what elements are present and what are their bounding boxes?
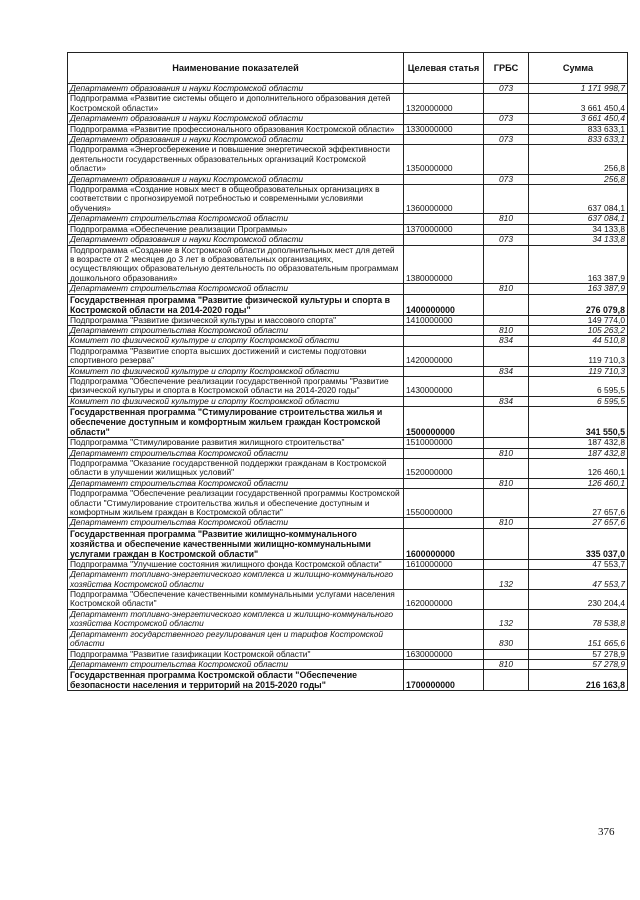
cell-name: Комитет по физической культуре и спорту Костромской области	[68, 336, 404, 346]
cell-name: Подпрограмма "Стимулирование развития жилищного строительства"	[68, 438, 404, 448]
cell-code: 1500000000	[404, 407, 484, 438]
cell-code	[404, 336, 484, 346]
header-grbs: ГРБС	[484, 53, 529, 84]
cell-sum: 119 710,3	[529, 366, 628, 376]
cell-code	[404, 518, 484, 528]
cell-grbs	[484, 294, 529, 315]
cell-sum: 833 633,1	[529, 124, 628, 134]
table-row	[68, 376, 628, 396]
cell-name: Подпрограмма "Улучшение состояния жилищного фонда Костромской области"	[68, 559, 404, 569]
cell-code: 1420000000	[404, 346, 484, 366]
table-row	[68, 174, 628, 184]
cell-code: 1330000000	[404, 124, 484, 134]
cell-sum: 163 387,9	[529, 284, 628, 294]
cell-grbs: 834	[484, 396, 529, 406]
table-row	[68, 284, 628, 294]
table-row	[68, 235, 628, 245]
cell-code	[404, 366, 484, 376]
cell-sum: 833 633,1	[529, 135, 628, 145]
cell-grbs	[484, 94, 529, 114]
cell-code	[404, 84, 484, 94]
cell-grbs	[484, 376, 529, 396]
cell-sum: 3 661 450,4	[529, 94, 628, 114]
cell-name: Департамент строительства Костромской области	[68, 284, 404, 294]
table-row	[68, 478, 628, 488]
cell-sum: 335 037,0	[529, 528, 628, 559]
cell-name: Подпрограмма «Развитие системы общего и дополнительного образования детей Костромской области»	[68, 94, 404, 114]
cell-name: Подпрограмма «Энергосбережение и повышение энергетической эффективности деятельности государственных образовательных организаций Костромской области»	[68, 145, 404, 174]
cell-sum: 187 432,8	[529, 448, 628, 458]
cell-code: 1630000000	[404, 649, 484, 659]
cell-name: Подпрограмма "Развитие газификации Костромской области"	[68, 649, 404, 659]
cell-grbs: 073	[484, 114, 529, 124]
table-row	[68, 489, 628, 518]
cell-grbs	[484, 224, 529, 234]
cell-name: Подпрограмма "Развитие спорта высших достижений и системы подготовки спортивного резерва"	[68, 346, 404, 366]
cell-sum: 256,8	[529, 145, 628, 174]
table-row	[68, 659, 628, 669]
cell-name: Департамент образования и науки Костромской области	[68, 135, 404, 145]
table-body	[68, 84, 628, 691]
cell-grbs: 132	[484, 570, 529, 590]
cell-name: Государственная программа "Стимулирование строительства жилья и обеспечение доступным и комфортным жильем граждан Костромской области"	[68, 407, 404, 438]
cell-name: Департамент строительства Костромской области	[68, 478, 404, 488]
table-row	[68, 114, 628, 124]
cell-grbs	[484, 590, 529, 610]
table-row	[68, 145, 628, 174]
cell-code	[404, 114, 484, 124]
table-header-row	[68, 53, 628, 84]
cell-code: 1400000000	[404, 294, 484, 315]
cell-grbs	[484, 489, 529, 518]
cell-sum: 34 133,8	[529, 235, 628, 245]
cell-sum: 44 510,8	[529, 336, 628, 346]
table-row	[68, 670, 628, 691]
cell-name: Комитет по физической культуре и спорту Костромской области	[68, 396, 404, 406]
cell-code	[404, 609, 484, 629]
cell-name: Подпрограмма "Оказание государственной поддержки гражданам в Костромской области в улучшении жилищных условий"	[68, 459, 404, 479]
cell-sum: 187 432,8	[529, 438, 628, 448]
cell-grbs: 834	[484, 336, 529, 346]
cell-code	[404, 135, 484, 145]
cell-grbs	[484, 315, 529, 325]
cell-name: Подпрограмма "Обеспечение реализации государственной программы Костромской области "Стимулирование строительства жилья и обеспечение доступным и комфортным жильем граждан в Костромской области"	[68, 489, 404, 518]
cell-grbs: 073	[484, 174, 529, 184]
cell-name: Департамент топливно-энергетического комплекса и жилищно-коммунального хозяйства Костромской области	[68, 609, 404, 629]
cell-code	[404, 448, 484, 458]
cell-grbs	[484, 559, 529, 569]
cell-name: Департамент строительства Костромской области	[68, 659, 404, 669]
cell-code	[404, 478, 484, 488]
table-row	[68, 438, 628, 448]
cell-sum: 1 171 998,7	[529, 84, 628, 94]
cell-code: 1600000000	[404, 528, 484, 559]
cell-code: 1380000000	[404, 245, 484, 284]
cell-name: Подпрограмма «Развитие профессионального образования Костромской области»	[68, 124, 404, 134]
cell-name: Департамент образования и науки Костромской области	[68, 235, 404, 245]
cell-grbs: 834	[484, 366, 529, 376]
cell-name: Государственная программа Костромской области "Обеспечение безопасности населения и территорий на 2015-2020 годы"	[68, 670, 404, 691]
cell-name: Департамент образования и науки Костромской области	[68, 174, 404, 184]
cell-grbs: 810	[484, 478, 529, 488]
cell-code: 1700000000	[404, 670, 484, 691]
cell-grbs: 073	[484, 84, 529, 94]
cell-grbs: 810	[484, 659, 529, 669]
cell-sum: 341 550,5	[529, 407, 628, 438]
table-row	[68, 336, 628, 346]
cell-name: Подпрограмма «Создание новых мест в общеобразовательных организациях в соответствии с прогнозируемой потребностью и современными условиями обучения»	[68, 185, 404, 214]
cell-code: 1410000000	[404, 315, 484, 325]
cell-sum: 57 278,9	[529, 649, 628, 659]
table-row	[68, 214, 628, 224]
cell-code: 1350000000	[404, 145, 484, 174]
cell-sum: 3 661 450,4	[529, 114, 628, 124]
cell-name: Департамент строительства Костромской области	[68, 214, 404, 224]
cell-name: Подпрограмма "Развитие физической культуры и массового спорта"	[68, 315, 404, 325]
budget-table	[67, 52, 628, 691]
cell-code	[404, 570, 484, 590]
cell-sum: 47 553,7	[529, 559, 628, 569]
cell-grbs: 810	[484, 284, 529, 294]
cell-grbs	[484, 245, 529, 284]
page-number: 376	[598, 826, 615, 838]
cell-grbs: 810	[484, 325, 529, 335]
cell-code	[404, 174, 484, 184]
cell-name: Комитет по физической культуре и спорту Костромской области	[68, 366, 404, 376]
table-row	[68, 325, 628, 335]
table-row	[68, 448, 628, 458]
cell-name: Подпрограмма "Обеспечение качественными коммунальными услугами населения Костромской области"	[68, 590, 404, 610]
table-row	[68, 629, 628, 649]
cell-grbs: 810	[484, 214, 529, 224]
table-row	[68, 559, 628, 569]
table-row	[68, 124, 628, 134]
table-row	[68, 649, 628, 659]
table-row	[68, 346, 628, 366]
cell-code	[404, 284, 484, 294]
cell-name: Государственная программа "Развитие физической культуры и спорта в Костромской области на 2014-2020 годы"	[68, 294, 404, 315]
cell-sum: 276 079,8	[529, 294, 628, 315]
table-row	[68, 135, 628, 145]
cell-name: Подпрограмма "Обеспечение реализации государственной программы "Развитие физической культуры и спорта в Костромской области на 2014-2020 годы"	[68, 376, 404, 396]
cell-code	[404, 659, 484, 669]
header-sum: Сумма	[529, 53, 628, 84]
cell-code	[404, 629, 484, 649]
cell-sum: 57 278,9	[529, 659, 628, 669]
table-row	[68, 224, 628, 234]
cell-grbs	[484, 438, 529, 448]
cell-name: Департамент строительства Костромской области	[68, 325, 404, 335]
cell-code	[404, 396, 484, 406]
cell-code: 1550000000	[404, 489, 484, 518]
table-row	[68, 366, 628, 376]
cell-sum: 216 163,8	[529, 670, 628, 691]
cell-name: Подпрограмма «Создание в Костромской области дополнительных мест для детей в возрасте от 2 месяцев до 3 лет в образовательных организациях, осуществляющих образовательную деятельность по образовательным программам дошкольного образования»	[68, 245, 404, 284]
cell-name: Департамент строительства Костромской области	[68, 448, 404, 458]
cell-grbs	[484, 649, 529, 659]
cell-name: Департамент государственного регулирования цен и тарифов Костромской области	[68, 629, 404, 649]
header-code: Целевая статья	[404, 53, 484, 84]
cell-grbs	[484, 145, 529, 174]
cell-sum: 637 084,1	[529, 185, 628, 214]
cell-grbs	[484, 185, 529, 214]
cell-code: 1320000000	[404, 94, 484, 114]
cell-sum: 126 460,1	[529, 459, 628, 479]
table-row	[68, 396, 628, 406]
cell-grbs	[484, 670, 529, 691]
cell-grbs: 073	[484, 135, 529, 145]
cell-code: 1430000000	[404, 376, 484, 396]
cell-name: Департамент образования и науки Костромской области	[68, 84, 404, 94]
cell-sum: 149 774,0	[529, 315, 628, 325]
cell-code	[404, 325, 484, 335]
cell-sum: 126 460,1	[529, 478, 628, 488]
table-row	[68, 407, 628, 438]
cell-name: Департамент топливно-энергетического комплекса и жилищно-коммунального хозяйства Костромской области	[68, 570, 404, 590]
cell-grbs: 810	[484, 518, 529, 528]
cell-name: Департамент образования и науки Костромской области	[68, 114, 404, 124]
cell-code: 1620000000	[404, 590, 484, 610]
table-row	[68, 609, 628, 629]
cell-code: 1360000000	[404, 185, 484, 214]
cell-code: 1510000000	[404, 438, 484, 448]
header-name: Наименование показателей	[68, 53, 404, 84]
table-row	[68, 94, 628, 114]
cell-sum: 151 665,6	[529, 629, 628, 649]
cell-sum: 78 538,8	[529, 609, 628, 629]
cell-code: 1520000000	[404, 459, 484, 479]
cell-sum: 6 595,5	[529, 376, 628, 396]
cell-sum: 27 657,6	[529, 489, 628, 518]
cell-sum: 27 657,6	[529, 518, 628, 528]
cell-grbs: 132	[484, 609, 529, 629]
cell-sum: 47 553,7	[529, 570, 628, 590]
cell-grbs: 830	[484, 629, 529, 649]
cell-name: Государственная программа "Развитие жилищно-коммунального хозяйства и обеспечение качественными жилищно-коммунальными услугами граждан в Костромской области"	[68, 528, 404, 559]
cell-grbs	[484, 124, 529, 134]
cell-grbs	[484, 528, 529, 559]
cell-sum: 105 263,2	[529, 325, 628, 335]
table-row	[68, 518, 628, 528]
cell-grbs	[484, 459, 529, 479]
table-row	[68, 245, 628, 284]
table-row	[68, 84, 628, 94]
cell-code: 1610000000	[404, 559, 484, 569]
cell-code: 1370000000	[404, 224, 484, 234]
cell-code	[404, 235, 484, 245]
cell-name: Департамент строительства Костромской области	[68, 518, 404, 528]
table-row	[68, 528, 628, 559]
cell-sum: 34 133,8	[529, 224, 628, 234]
table-row	[68, 185, 628, 214]
cell-code	[404, 214, 484, 224]
cell-grbs	[484, 346, 529, 366]
cell-sum: 119 710,3	[529, 346, 628, 366]
cell-sum: 256,8	[529, 174, 628, 184]
cell-sum: 6 595,5	[529, 396, 628, 406]
cell-sum: 163 387,9	[529, 245, 628, 284]
cell-grbs: 073	[484, 235, 529, 245]
table-row	[68, 459, 628, 479]
table-row	[68, 590, 628, 610]
cell-sum: 637 084,1	[529, 214, 628, 224]
table-row	[68, 570, 628, 590]
cell-grbs	[484, 407, 529, 438]
cell-sum: 230 204,4	[529, 590, 628, 610]
cell-name: Подпрограмма «Обеспечение реализации Программы»	[68, 224, 404, 234]
table-row	[68, 294, 628, 315]
table-row	[68, 315, 628, 325]
cell-grbs: 810	[484, 448, 529, 458]
